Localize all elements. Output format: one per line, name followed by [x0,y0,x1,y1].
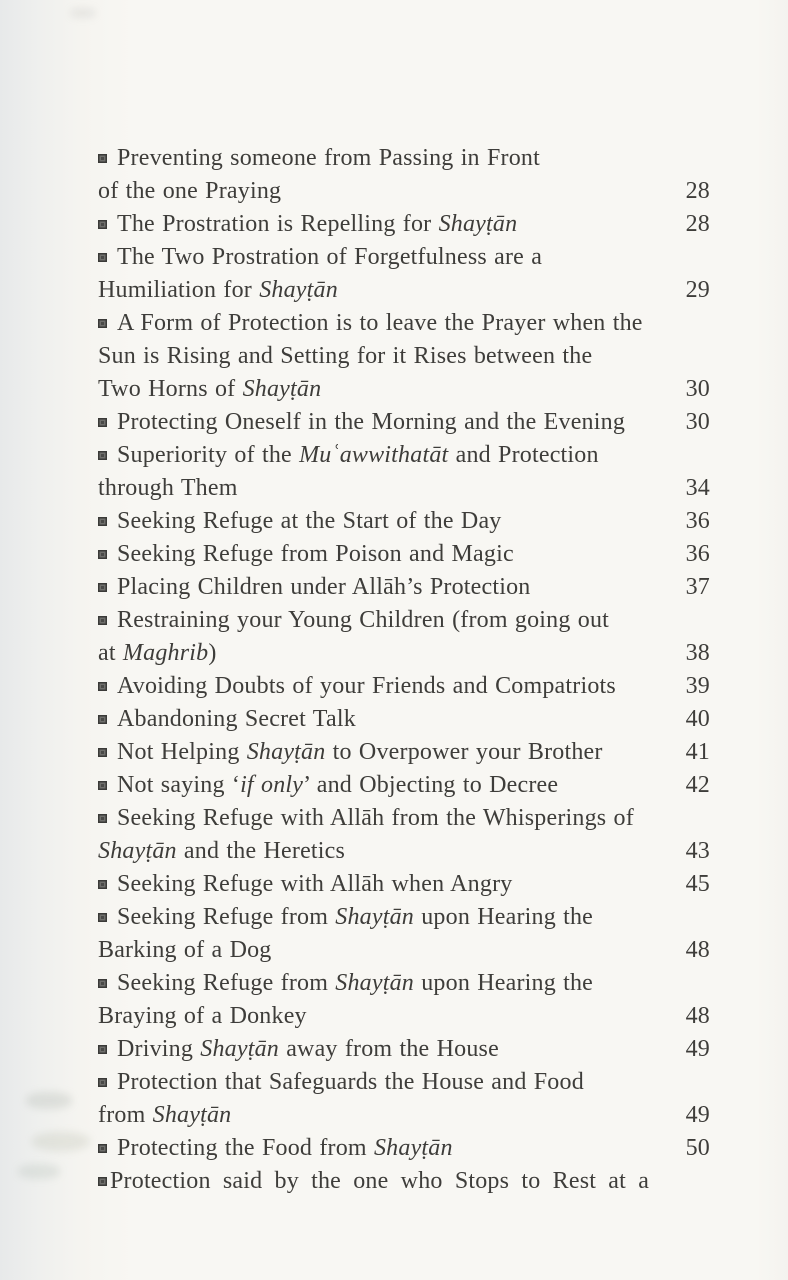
entry-text [98,472,238,505]
toc-entry [98,670,710,703]
page-number: 34 [685,475,710,501]
entry-text [98,1066,584,1099]
square-bullet-icon [98,253,107,262]
toc-entry [98,307,710,406]
entry-text [98,175,281,208]
text-segment: Not saying ‘ [117,772,241,798]
text-segment: Seeking Refuge with Allāh when Angry [117,871,513,897]
entry-text [98,1165,649,1198]
square-bullet-icon [98,979,107,988]
text-segment: Seeking Refuge with Allāh from the Whisperings of [117,805,634,831]
entry-text [98,670,616,703]
entry-text [98,142,540,175]
toc-entry [98,505,710,538]
entry-text [98,439,599,472]
text-segment: away from the House [279,1036,499,1062]
square-bullet-icon [98,748,107,757]
text-segment: Humiliation for [98,277,260,303]
square-bullet-icon [98,550,107,559]
toc-line [98,208,710,241]
toc-line [98,307,710,340]
toc-entry [98,406,710,439]
toc-line [98,637,710,670]
toc-line [98,967,710,1000]
square-bullet-icon [98,781,107,790]
page-number: 29 [685,277,710,303]
toc-entry [98,967,710,1033]
page-number: 36 [685,508,710,534]
entry-text [98,571,530,604]
italic-term: Maghrib [122,640,209,666]
toc-entry [98,736,710,769]
square-bullet-icon [98,319,107,328]
italic-term: Shayṭān [246,739,326,765]
text-segment: Not Helping [117,739,247,765]
toc-entry [98,1033,710,1066]
italic-term: Shayṭān [200,1036,279,1062]
text-segment: Restraining your Young Children (from going out [117,607,610,633]
page-number: 49 [685,1036,710,1062]
toc-line [98,901,710,934]
text-segment: Two Horns of [98,376,243,402]
square-bullet-icon [98,517,107,526]
toc-line [98,406,710,439]
toc-line [98,505,710,538]
text-segment: Protecting Oneself in the Morning and the Evening [117,409,626,435]
toc-entry [98,1066,710,1132]
toc-line [98,340,710,373]
italic-term: Shayṭān [335,970,415,996]
toc-line [98,934,710,967]
entry-text [98,736,603,769]
toc-entry [98,802,710,868]
square-bullet-icon [98,616,107,625]
text-segment: and the Heretics [176,838,346,864]
toc-entry [98,769,710,802]
text-segment: The Prostration is Repelling for [117,211,439,237]
page-number: 48 [685,1003,710,1029]
text-segment: Protecting the Food from [117,1135,374,1161]
text-segment: upon Hearing the [414,904,594,930]
entry-text [98,934,272,967]
page-number: 48 [685,937,710,963]
toc-line [98,571,710,604]
entry-text [98,835,345,868]
square-bullet-icon [98,451,107,460]
text-segment: Abandoning Secret Talk [117,706,356,732]
text-segment: Seeking Refuge from [117,904,336,930]
toc-line [98,769,710,802]
text-segment: ’ and Objecting to Decree [303,772,559,798]
page-number: 41 [685,739,710,765]
page-number: 50 [685,1135,710,1161]
entry-text [98,373,321,406]
toc-line [98,1165,710,1198]
text-segment: Seeking Refuge from Poison and Magic [117,541,514,567]
text-segment: Seeking Refuge from [117,970,336,996]
page-number: 40 [685,706,710,732]
text-segment: Driving [117,1036,201,1062]
text-segment: upon Hearing the [414,970,594,996]
entry-text [98,241,542,274]
page-number: 43 [685,838,710,864]
square-bullet-icon [98,1045,107,1054]
toc-line [98,604,710,637]
entry-text [98,1033,499,1066]
entry-text [98,802,634,835]
entry-text [98,340,592,373]
bleed-through-artifact [26,1092,72,1109]
toc-entry [98,538,710,571]
entry-text [98,538,514,571]
scan-speckle-artifact [70,8,96,18]
bleed-through-artifact [32,1132,90,1151]
square-bullet-icon [98,715,107,724]
text-segment: Braying of a Donkey [98,1003,307,1029]
text-segment: Sun is Rising and Setting for it Rises between the [98,343,593,369]
italic-term: Shayṭān [335,904,415,930]
italic-term: Shayṭān [98,838,177,864]
square-bullet-icon [98,880,107,889]
entry-text [98,505,502,538]
entry-text [98,1132,453,1165]
square-bullet-icon [98,418,107,427]
square-bullet-icon [98,583,107,592]
toc-entry [98,571,710,604]
toc-line [98,373,710,406]
text-segment: The Two Prostration of Forgetfulness are a [117,244,543,270]
entry-text [98,1099,231,1132]
page-number: 37 [685,574,710,600]
italic-term: if only [240,772,304,798]
toc-line [98,670,710,703]
text-segment: Superiority of the [117,442,300,468]
bleed-through-artifact [18,1164,60,1179]
toc-line [98,1099,710,1132]
text-segment: Protection said by the one who Stops to Rest at a [110,1168,650,1194]
square-bullet-icon [98,220,107,229]
entry-text [98,1000,307,1033]
italic-term: Shayṭān [242,376,322,402]
toc-line [98,241,710,274]
text-segment: ) [208,640,217,666]
toc-entry [98,703,710,736]
toc-entry [98,439,710,505]
toc-line [98,868,710,901]
entry-text [98,604,609,637]
toc-line [98,1132,710,1165]
entry-text [98,274,338,307]
toc-line [98,802,710,835]
toc-entry [98,604,710,670]
text-segment: Seeking Refuge at the Start of the Day [117,508,502,534]
text-segment: Barking of a Dog [98,937,272,963]
square-bullet-icon [98,154,107,163]
italic-term: Shayṭān [373,1135,453,1161]
page-number: 30 [685,376,710,402]
text-segment: of the one Praying [98,178,282,204]
toc-entry [98,1132,710,1165]
text-segment: and Protection [448,442,599,468]
toc-line [98,472,710,505]
page-number: 39 [685,673,710,699]
toc-line [98,1033,710,1066]
square-bullet-icon [98,1177,107,1186]
entry-text [98,307,643,340]
entry-text [98,703,356,736]
square-bullet-icon [98,814,107,823]
text-segment: A Form of Protection is to leave the Prayer when the [117,310,643,336]
square-bullet-icon [98,1078,107,1087]
page-number: 36 [685,541,710,567]
toc-line [98,736,710,769]
text-segment: Preventing someone from Passing in Front [117,145,540,171]
toc-line [98,439,710,472]
entry-text [98,967,593,1000]
italic-term: Muʿawwithatāt [299,442,449,468]
entry-text [98,637,217,670]
toc-entry [98,208,710,241]
square-bullet-icon [98,1144,107,1153]
toc-line [98,1066,710,1099]
toc-line [98,538,710,571]
toc-line [98,835,710,868]
page-number: 28 [685,178,710,204]
entry-text [98,901,593,934]
text-segment: Avoiding Doubts of your Friends and Compatriots [117,673,616,699]
table-of-contents [98,142,710,1198]
italic-term: Shayṭān [259,277,338,303]
entry-text [98,406,625,439]
entry-text [98,868,512,901]
entry-text [98,208,517,241]
entry-text [98,769,558,802]
toc-line [98,274,710,307]
toc-line [98,703,710,736]
page-number: 38 [685,640,710,666]
toc-entry [98,868,710,901]
square-bullet-icon [98,913,107,922]
toc-line [98,1000,710,1033]
italic-term: Shayṭān [152,1102,232,1128]
page-number: 30 [685,409,710,435]
square-bullet-icon [98,682,107,691]
text-segment: to Overpower your Brother [325,739,603,765]
page-number: 42 [685,772,710,798]
toc-entry [98,1165,710,1198]
italic-term: Shayṭān [438,211,518,237]
text-segment: through Them [98,475,238,501]
text-segment: Placing Children under Allāh’s Protection [117,574,531,600]
toc-line [98,175,710,208]
toc-entry [98,901,710,967]
toc-line [98,142,710,175]
page-number: 45 [685,871,710,897]
toc-entry [98,241,710,307]
text-segment: from [98,1102,153,1128]
toc-entry [98,142,710,208]
text-segment: at [98,640,123,666]
page-number: 28 [685,211,710,237]
page-number: 49 [685,1102,710,1128]
text-segment: Protection that Safeguards the House and Food [117,1069,584,1095]
